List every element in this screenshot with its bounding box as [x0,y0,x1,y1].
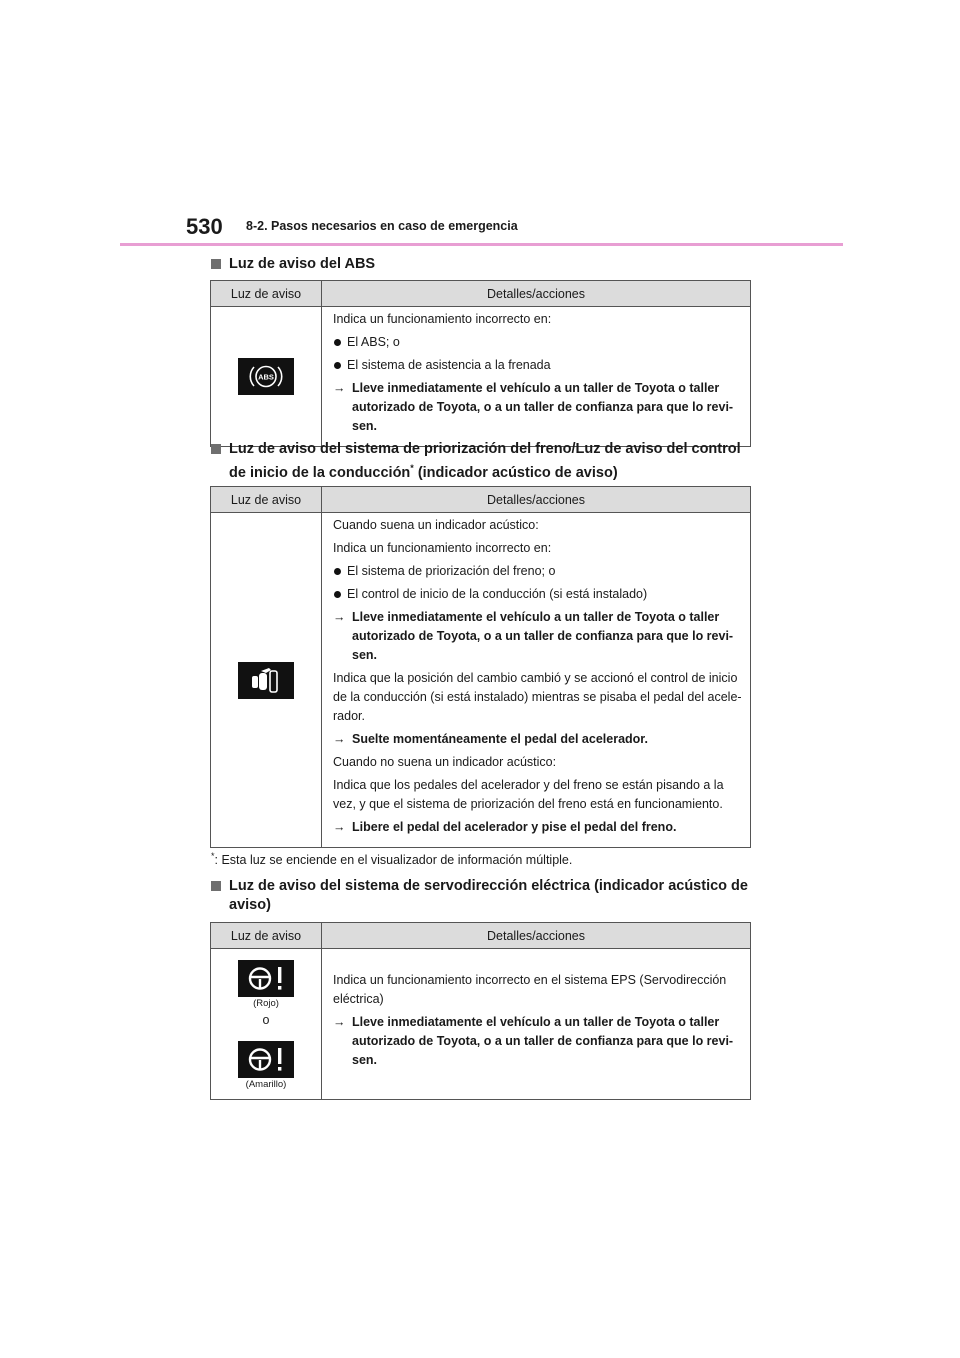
brake-override-heading [211,440,756,483]
col-header-light: Luz de aviso [211,923,322,949]
caption-yellow: (Amarillo) [245,1079,287,1090]
or-text: o [262,1013,270,1027]
abs-warning-icon [238,358,294,395]
brake-heading-part1: Luz de aviso del sistema de priorización del freno/Luz de aviso del control de inicio de la conducción [229,441,741,481]
footnote-mark: * [410,463,414,473]
page-number: 530 [186,214,223,239]
bullet-item: El sistema de asistencia a la frenada [333,356,744,375]
caption-red: (Rojo) [253,998,279,1009]
footnote-text: : Esta luz se enciende en el visualizador de información múltiple. [214,853,573,868]
eps-icon-cell [211,949,322,1100]
bullet-item: El sistema de priorización del freno; o [333,562,744,581]
arrow-icon: → [333,381,346,395]
bullet-item: El ABS; o [333,333,744,352]
brake-override-warning-icon [238,662,294,699]
detail-line: Indica un funcionamiento incorrecto en el sistema EPS (Servodirección eléctrica) [333,973,727,1006]
detail-line: Indica un funcionamiento incorrecto en: [333,541,552,555]
heading-square-icon [211,444,221,454]
footnote [211,851,572,867]
abs-table [210,280,751,447]
section-title: 8-2. Pasos necesarios en caso de emergencia [246,219,518,233]
eps-heading [211,877,756,915]
detail-line: Cuando no suena un indicador acústico: [333,755,557,769]
heading-square-icon [211,881,221,891]
action-line: → Lleve inmediatamente el vehículo a un taller de Toyota o taller autorizado de Toyota, o a un taller de confianza para que lo revi-sen. [333,610,734,662]
col-header-details: Detalles/acciones [322,487,751,513]
brake-heading-part2: (indicador acústico de aviso) [413,464,618,481]
footnote-mark: * [211,851,215,861]
action-line: → Libere el pedal del acelerador y pise el pedal del freno. [333,818,744,837]
detail-line: Cuando suena un indicador acústico: [333,518,539,532]
brake-details [322,513,751,848]
col-header-details: Detalles/acciones [322,923,751,949]
eps-details [322,949,751,1100]
detail-line: Indica un funcionamiento incorrecto en: [333,312,552,326]
eps-warning-icon-yellow [238,1041,294,1078]
abs-icon-cell [211,307,322,447]
col-header-details: Detalles/acciones [322,281,751,307]
action-line: → Lleve inmediatamente el vehículo a un taller de Toyota o taller autorizado de Toyota, o a un taller de confianza para que lo revi-sen. [333,381,734,433]
abs-heading-text: Luz de aviso del ABS [229,256,376,272]
svg-text:ABS: ABS [258,372,274,382]
header-rule [120,243,843,246]
action-line: → Lleve inmediatamente el vehículo a un taller de Toyota o taller autorizado de Toyota, o a un taller de confianza para que lo revi-sen. [333,1015,734,1067]
eps-table [210,922,751,1100]
arrow-icon: → [333,1015,346,1029]
bullet-item: El control de inicio de la conducción (si está instalado) [333,585,744,604]
abs-details [322,307,751,447]
arrow-icon: → [333,732,346,746]
arrow-icon: → [333,610,346,624]
detail-line: Indica que los pedales del acelerador y del freno se están pisando a la vez, y que el sistema de priorización del freno está en funcionamiento. [333,778,724,811]
col-header-light: Luz de aviso [211,487,322,513]
heading-square-icon [211,259,221,269]
brake-icon-cell [211,513,322,848]
col-header-light: Luz de aviso [211,281,322,307]
brake-override-table [210,486,751,848]
detail-line: Indica que la posición del cambio cambió y se accionó el control de inicio de la conducción (si está instalado) mientras se pisaba el pedal del acele-rador. [333,671,742,723]
arrow-icon: → [333,820,346,834]
action-line: → Suelte momentáneamente el pedal del acelerador. [333,730,744,749]
abs-heading [211,255,751,274]
eps-warning-icon-red [238,960,294,997]
eps-heading-text: Luz de aviso del sistema de servodirección eléctrica (indicador acústico de aviso) [229,878,748,913]
